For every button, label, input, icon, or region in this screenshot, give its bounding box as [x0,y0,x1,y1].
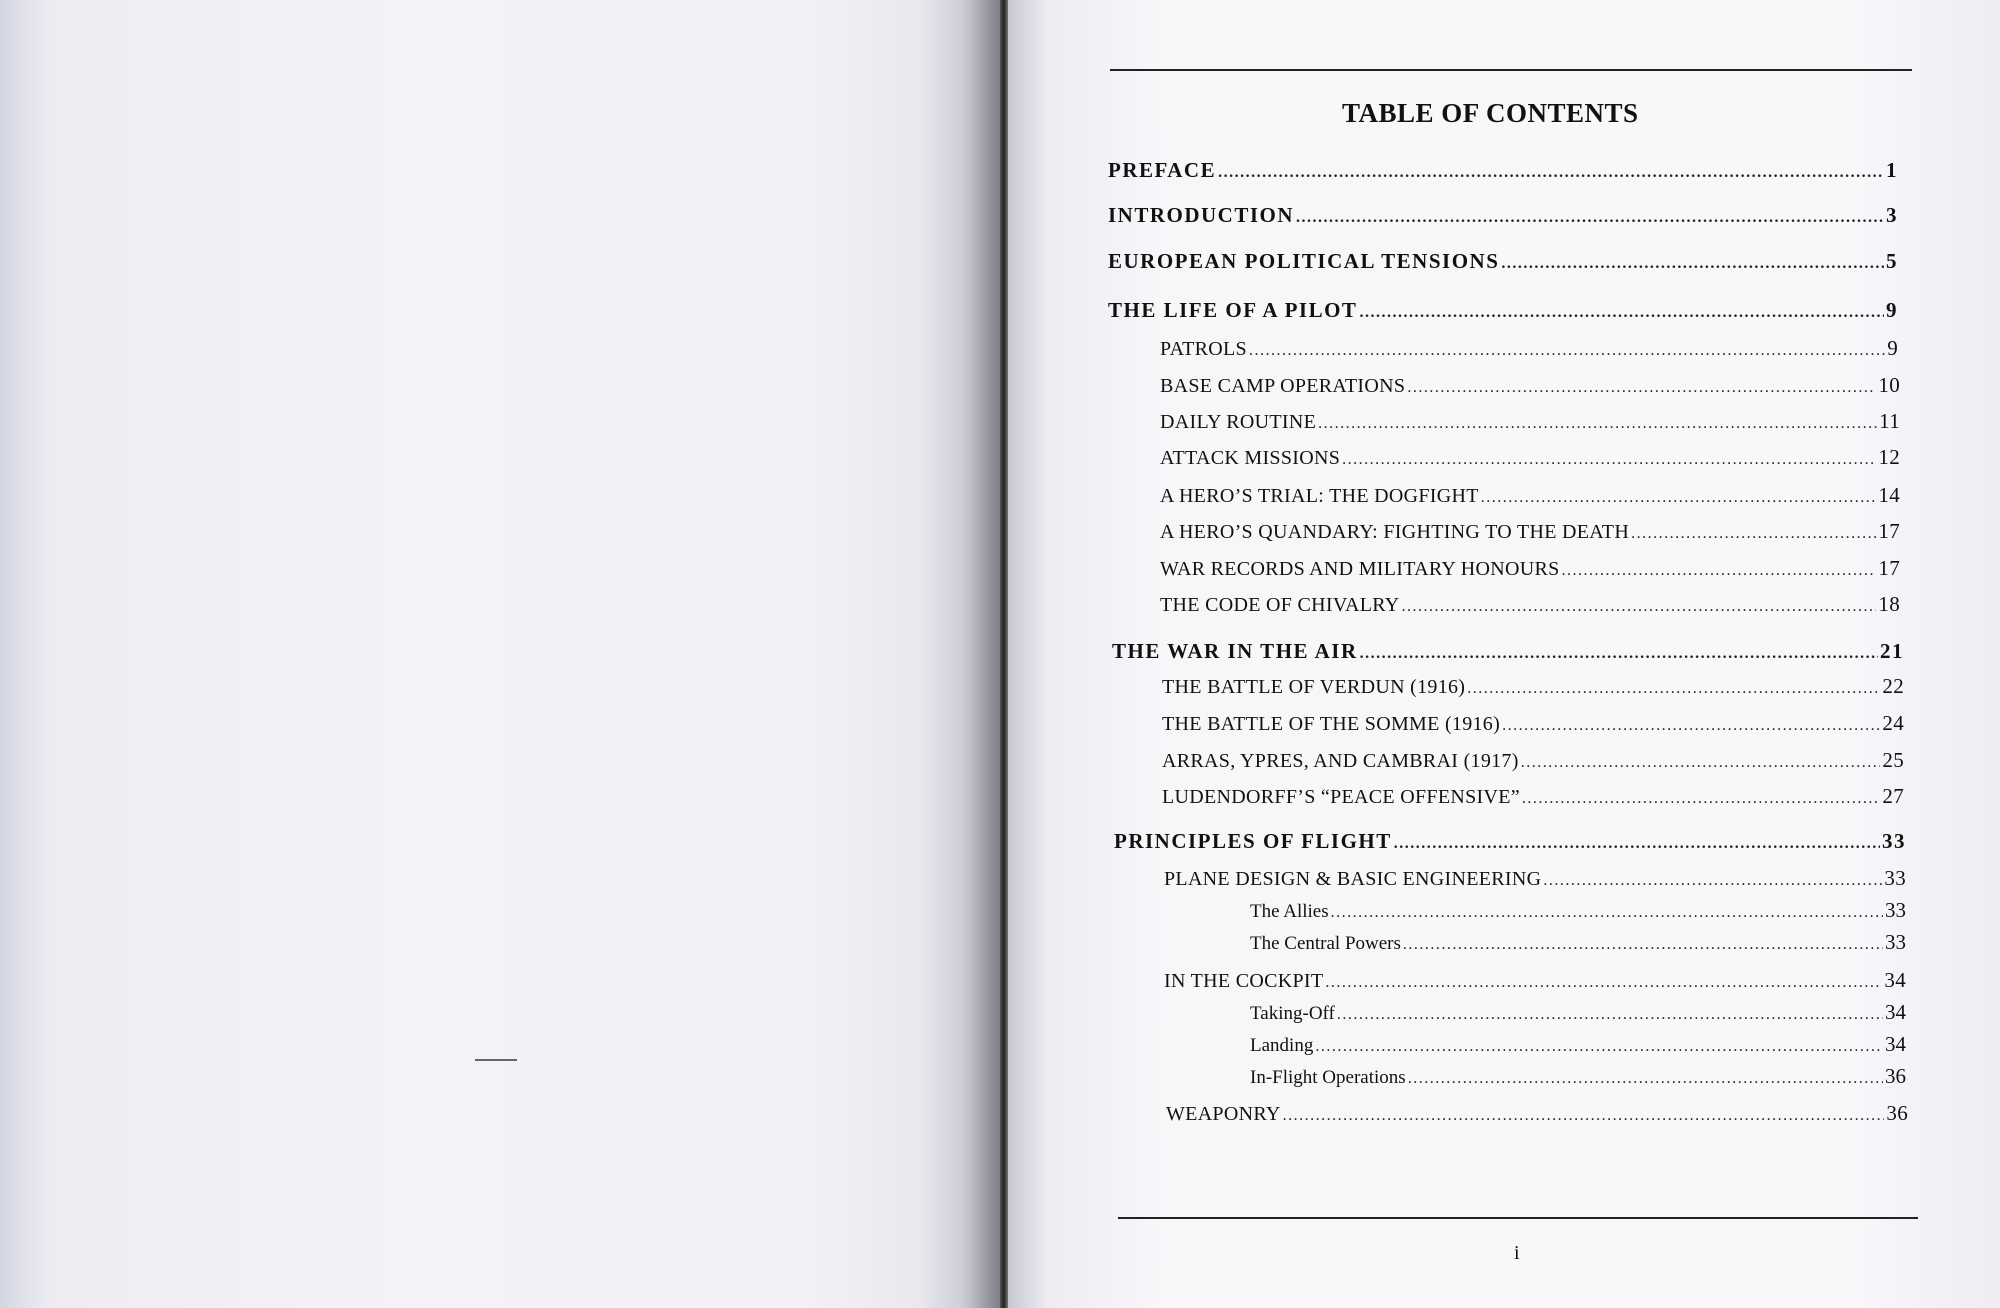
toc-entry [1108,158,1898,183]
leader-dots [1249,342,1885,360]
toc-entry-label: EUROPEAN POLITICAL TENSIONS [1108,249,1500,273]
toc-entry-page: 1 [1886,158,1898,182]
leader-dots [1315,1038,1883,1056]
leader-dots [1407,379,1876,397]
toc-entry-label: PREFACE [1108,158,1217,182]
toc-entry-page: 12 [1878,445,1900,469]
toc-entry [1160,483,1900,508]
toc-entry [1160,336,1898,361]
toc-entry-page: 27 [1882,784,1904,808]
leader-dots [1631,525,1876,543]
toc-entry [1160,556,1900,581]
toc-entry-label: LUDENDORFF’S “PEACE OFFENSIVE” [1162,786,1520,808]
leader-dots [1331,904,1883,922]
toc-entry [1160,592,1900,617]
leader-dots [1502,717,1880,735]
leader-dots [1318,415,1877,433]
toc-entry-label: PLANE DESIGN & BASIC ENGINEERING [1164,868,1542,890]
toc-entry-label: A HERO’S TRIAL: THE DOGFIGHT [1160,485,1479,507]
book-gutter [1000,0,1008,1308]
leader-dots [1325,974,1882,992]
toc-entry-page: 22 [1882,674,1904,698]
toc-entry-label: Taking-Off [1250,1003,1335,1024]
toc-entry [1162,748,1904,773]
toc-entry-label: THE WAR IN THE AIR [1112,639,1358,663]
toc-entry-label: THE CODE OF CHIVALRY [1160,594,1400,616]
bottom-rule [1118,1217,1918,1219]
toc-entry-page: 34 [1885,1000,1906,1024]
toc-entry-page: 25 [1882,748,1904,772]
toc-entry [1108,298,1898,323]
leader-dots [1403,936,1883,954]
toc-entry [1108,249,1898,274]
toc-entry-label: DAILY ROUTINE [1160,411,1317,433]
toc-entry-page: 33 [1882,829,1906,853]
top-rule [1110,69,1912,71]
leader-dots [1360,645,1878,663]
toc-entry [1114,829,1906,854]
toc-entry-page: 33 [1885,930,1906,954]
toc-entry-page: 17 [1878,556,1900,580]
right-page [1008,0,2000,1308]
toc-entry-page: 9 [1887,336,1898,360]
toc-entry [1250,1064,1906,1089]
leader-dots [1467,680,1880,698]
toc-entry-page: 34 [1884,968,1906,992]
leader-dots [1481,489,1877,507]
toc-entry-label: WAR RECORDS AND MILITARY HONOURS [1160,558,1560,580]
toc-entry [1160,445,1900,470]
toc-entry-label: THE LIFE OF A PILOT [1108,298,1358,322]
toc-entry-page: 11 [1879,409,1900,433]
toc-entry-label: In-Flight Operations [1250,1067,1406,1088]
toc-entry-page: 9 [1886,298,1898,322]
toc-entry-page: 14 [1878,483,1900,507]
toc-entry [1162,711,1904,736]
leader-dots [1521,754,1881,772]
toc-entry-label: THE BATTLE OF VERDUN (1916) [1162,676,1466,698]
leader-dots [1543,872,1882,890]
page-number: i [1514,1242,1520,1264]
toc-entry [1160,373,1900,398]
pencil-mark [475,1059,517,1061]
toc-entry [1162,784,1904,809]
toc-entry [1160,409,1900,434]
toc-entry [1112,639,1904,664]
toc-entry-label: WEAPONRY [1166,1103,1281,1125]
toc-entry-label: PATROLS [1160,338,1247,360]
toc-entry [1250,1032,1906,1057]
crease-shadow [960,0,1000,1308]
leader-dots [1337,1006,1883,1024]
leader-dots [1359,304,1884,322]
toc-entry-page: 34 [1885,1032,1906,1056]
toc-entry-label: The Central Powers [1250,933,1401,954]
toc-entry-page: 36 [1886,1101,1908,1125]
leader-dots [1283,1107,1885,1125]
toc-entry-label: INTRODUCTION [1108,203,1295,227]
toc-entry-page: 5 [1886,249,1898,273]
toc-entry-page: 33 [1885,898,1906,922]
toc-entry-label: THE BATTLE OF THE SOMME (1916) [1162,713,1501,735]
leader-dots [1522,790,1880,808]
page-title: TABLE OF CONTENTS [1342,98,1639,128]
toc-entry [1160,519,1900,544]
leader-dots [1562,562,1877,580]
toc-entry-page: 21 [1880,639,1904,663]
leader-dots [1402,598,1877,616]
toc-entry-label: PRINCIPLES OF FLIGHT [1114,829,1392,853]
leader-dots [1501,255,1884,273]
toc-entry-label: The Allies [1250,901,1329,922]
leader-dots [1296,209,1884,227]
leader-dots [1394,835,1880,853]
toc-entry-label: IN THE COCKPIT [1164,970,1324,992]
leader-dots [1408,1070,1883,1088]
leader-dots [1218,164,1884,182]
toc-entry-page: 3 [1886,203,1898,227]
toc-entry-page: 33 [1884,866,1906,890]
toc-entry [1250,930,1906,955]
toc-entry-page: 36 [1885,1064,1906,1088]
toc-entry-label: ARRAS, YPRES, AND CAMBRAI (1917) [1162,750,1519,772]
toc-entry [1164,866,1906,891]
toc-entry [1250,1000,1906,1025]
toc-entry [1250,898,1906,923]
toc-entry-label: ATTACK MISSIONS [1160,447,1341,469]
toc-entry-page: 10 [1878,373,1900,397]
toc-entry [1162,674,1904,699]
toc-entry-page: 18 [1878,592,1900,616]
toc-entry-label: Landing [1250,1035,1314,1056]
leader-dots [1342,451,1876,469]
toc-entry [1108,203,1898,228]
toc-entry-label: BASE CAMP OPERATIONS [1160,375,1406,397]
toc-entry [1166,1101,1908,1126]
toc-entry-page: 17 [1878,519,1900,543]
toc-entry [1164,968,1906,993]
toc-entry-label: A HERO’S QUANDARY: FIGHTING TO THE DEATH [1160,521,1630,543]
toc-entry-page: 24 [1882,711,1904,735]
